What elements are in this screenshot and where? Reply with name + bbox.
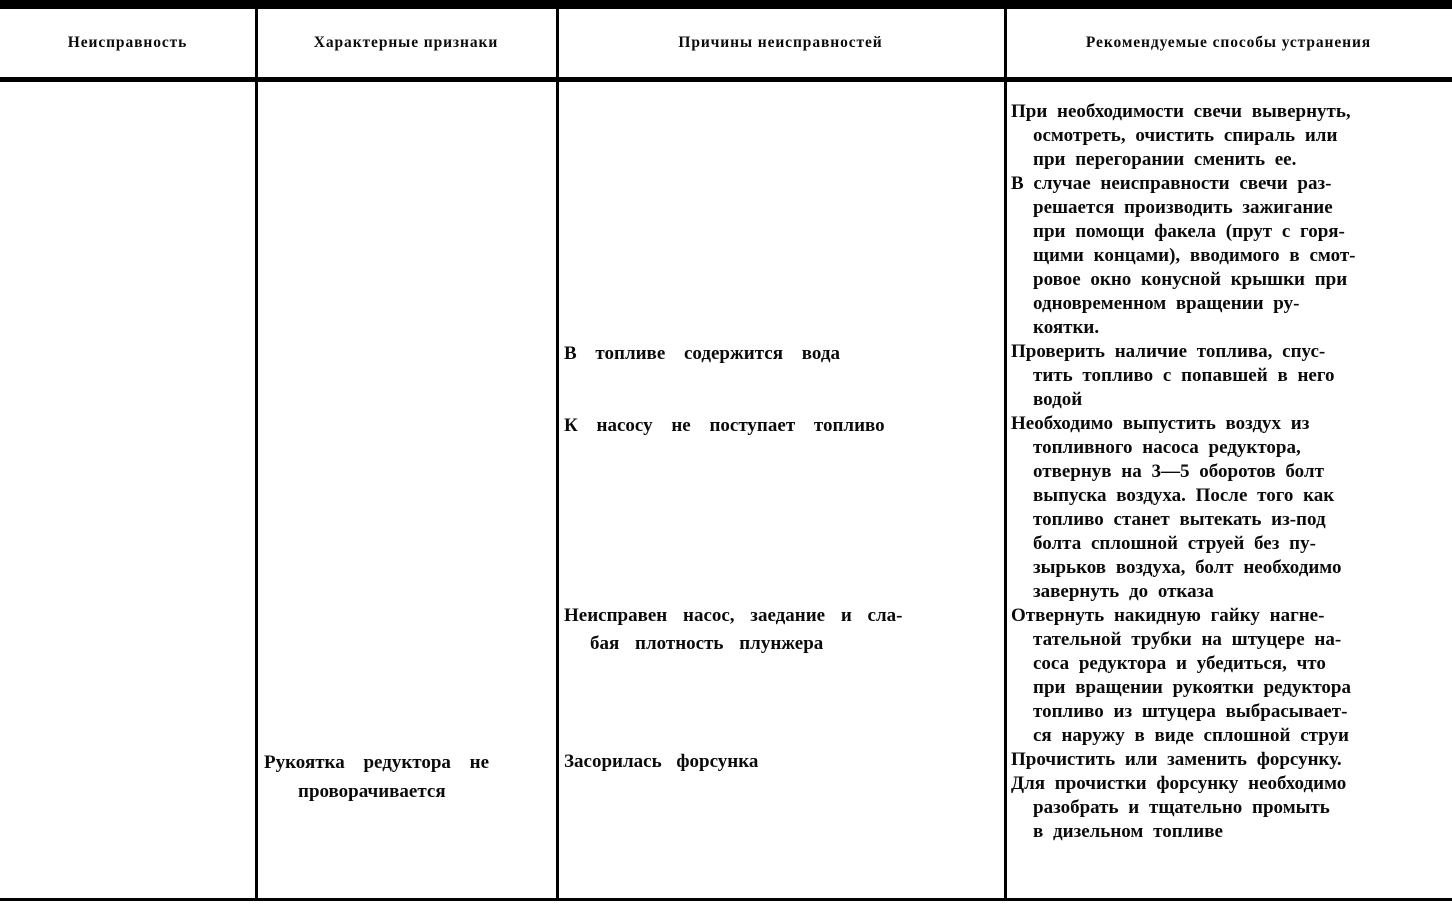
header-cell-symptoms: Характерные признаки bbox=[313, 34, 499, 51]
column-divider-3 bbox=[1004, 9, 1007, 898]
remedy-paragraph-check-glow-plug: При необходимости свечи вывернуть, осмотреть, очистить спираль или при перегорании сменить ее. bbox=[1011, 101, 1351, 170]
remedy-paragraph-wash-injector: Для прочистки форсунку необходимо разобрать и тщательно промыть в дизельном топливе bbox=[1011, 773, 1347, 842]
remedy-paragraph-torch-ignition: В случае неисправности свечи раз- решается производить зажигание при помощи факела (прут с горя- щими концами), вводимого в смот- ровое окно конусной крышки при одновременном вращении ру- коятки. bbox=[1011, 173, 1356, 338]
header-cell-causes: Причины неисправностей bbox=[678, 34, 883, 51]
remedy-paragraph-bleed-air: Необходимо выпустить воздух из топливного насоса редуктора, отвернув на 3—5 оборотов болт выпуска воздуха. После того как топливо станет вытекать из-под болта сплошной струей без пу- зырьков воздуха, болт необходимо завернуть до отказа bbox=[1011, 413, 1342, 602]
cause-item-water-in-fuel: В топливе содержится вода bbox=[564, 343, 840, 364]
remedy-paragraph-clean-injector: Прочистить или заменить форсунку. bbox=[1011, 749, 1342, 770]
cause-item-faulty-pump: Неисправен насос, заедание и сла- бая плотность плунжера bbox=[564, 605, 903, 654]
table-bottom-rule bbox=[0, 898, 1452, 901]
remedy-paragraph-check-union-nut: Отвернуть накидную гайку нагне- тательной трубки на штуцере на- соса редуктора и убедиться, что при вращении рукоятки редуктора топливо из штуцера выбрасывает- ся наружу в виде сплошной струи bbox=[1011, 605, 1351, 746]
header-cell-remedies: Рекомендуемые способы устранения bbox=[1085, 34, 1372, 51]
header-cell-fault: Неисправность bbox=[67, 34, 188, 51]
symptom-item-handle-not-turning: Рукоятка редуктора не проворачивается bbox=[264, 752, 490, 802]
table-top-rule bbox=[0, 0, 1452, 9]
remedies-column bbox=[1011, 100, 1449, 890]
header-bottom-rule bbox=[0, 77, 1452, 82]
cause-item-no-fuel-to-pump: К насосу не поступает топливо bbox=[564, 415, 885, 436]
cause-item-clogged-injector: Засорилась форсунка bbox=[564, 751, 759, 772]
column-divider-1 bbox=[255, 9, 258, 898]
remedy-paragraph-drain-water: Проверить наличие топлива, спус- тить топливо с попавшей в него водой bbox=[1011, 341, 1335, 410]
